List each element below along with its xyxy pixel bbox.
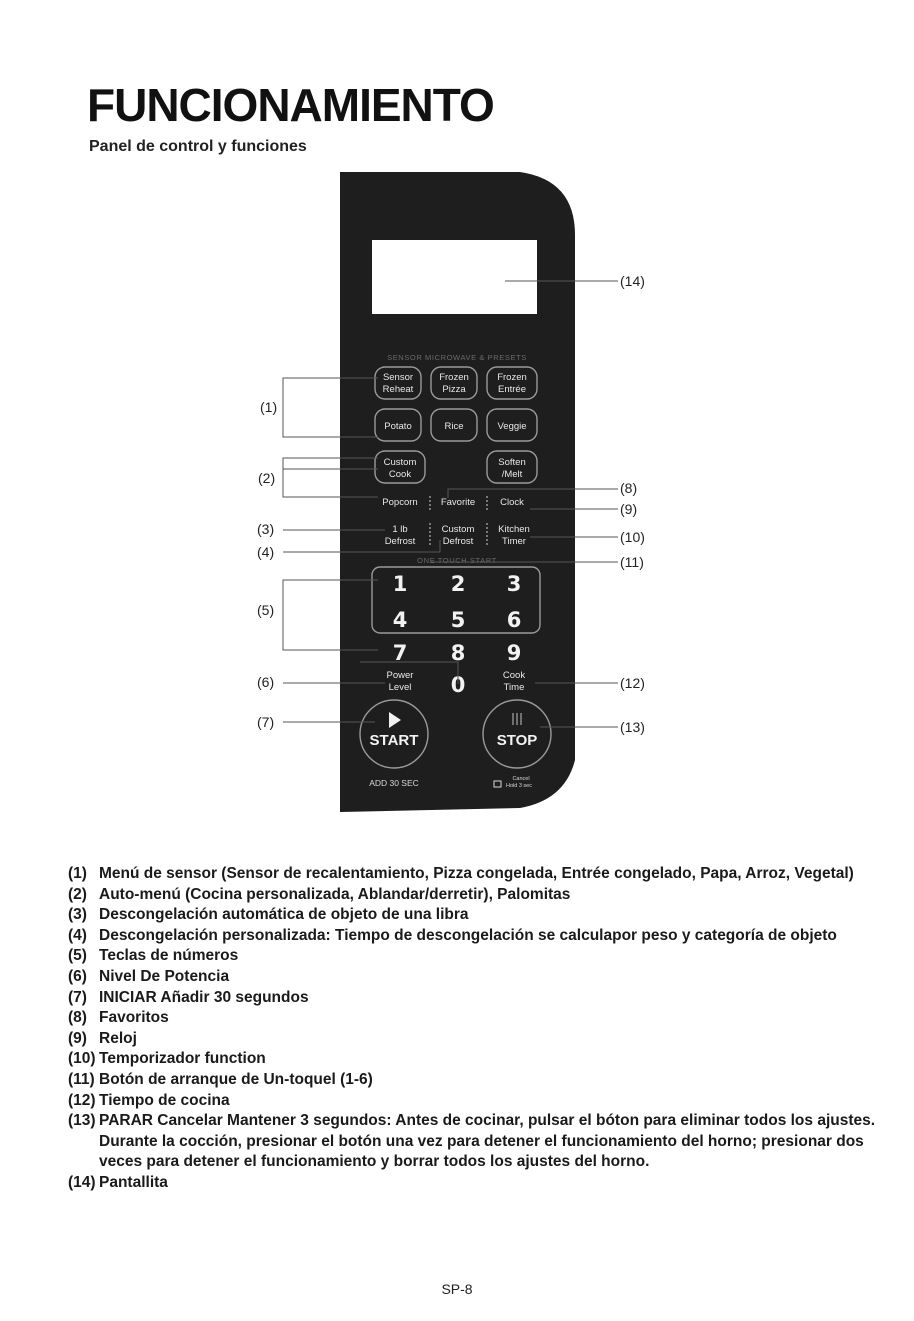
custom-defrost-label-1: Custom	[441, 524, 475, 535]
veggie-label: Veggie	[497, 421, 527, 432]
callout-9: (9)	[620, 501, 638, 517]
rice-label: Rice	[444, 421, 464, 432]
callout-2: (2)	[258, 470, 276, 486]
frozen-entree-label-1: Frozen	[497, 372, 527, 383]
digit-5: 5	[450, 608, 466, 632]
power-level-label-2: Level	[388, 682, 412, 693]
digit-1: 1	[392, 572, 408, 596]
digit-2: 2	[450, 572, 466, 596]
item-number: (10)	[68, 1050, 96, 1068]
item-number: (8)	[68, 1009, 87, 1027]
item-text: PARAR Cancelar Mantener 3 segundos: Antes de cocinar, pulsar el bóton para eliminar todos los ajustes. Durante la cocción, presionar el botón una vez para detener el funcionamiento del horno; presionar dos veces para detener el funcionamiento y borrar todos los ajustes del horno.	[99, 1112, 876, 1171]
item-text: Favoritos	[99, 1009, 169, 1027]
callout-5: (5)	[257, 602, 275, 618]
start-label: START	[369, 732, 419, 749]
frozen-pizza-label-1: Frozen	[439, 372, 469, 383]
list-item	[68, 1111, 908, 1173]
cook-time-label-2: Time	[503, 682, 525, 693]
item-number: (3)	[68, 906, 87, 924]
item-number: (11)	[68, 1070, 95, 1088]
list-item	[68, 946, 908, 967]
cancel-label-1: Cancel	[512, 776, 530, 782]
item-text: INICIAR Añadir 30 segundos	[99, 988, 309, 1006]
page-number: SP-8	[441, 1281, 473, 1297]
popcorn-label: Popcorn	[382, 497, 418, 508]
kitchen-timer-label-2: Timer	[502, 536, 526, 547]
item-number: (12)	[68, 1091, 96, 1109]
one-lb-defrost-label-2: Defrost	[384, 536, 416, 547]
callout-1: (1)	[260, 399, 278, 415]
digit-9: 9	[506, 641, 522, 665]
list-item	[68, 967, 908, 988]
callout-10: (10)	[620, 529, 645, 545]
list-item	[68, 1008, 908, 1029]
soften-melt-label-1: Soften	[498, 457, 526, 468]
item-number: (4)	[68, 926, 87, 944]
one-lb-defrost-label-1: 1 lb	[392, 524, 408, 535]
sensor-reheat-label-2: Reheat	[382, 384, 414, 395]
item-text: Auto-menú (Cocina personalizada, Ablandar/derretir), Palomitas	[99, 885, 571, 903]
custom-cook-label-1: Custom	[383, 457, 417, 468]
list-item	[68, 864, 908, 885]
digit-3: 3	[506, 572, 522, 596]
frozen-entree-label-2: Entrée	[498, 384, 526, 395]
custom-cook-label-2: Cook	[388, 469, 412, 480]
list-item	[68, 926, 908, 947]
item-text: Teclas de números	[99, 947, 239, 965]
item-number: (5)	[68, 947, 87, 965]
kitchen-timer-label-1: Kitchen	[498, 524, 530, 535]
list-item	[68, 1049, 908, 1070]
cook-time-label-1: Cook	[502, 670, 526, 681]
callout-8: (8)	[620, 480, 638, 496]
callout-12: (12)	[620, 675, 645, 691]
item-number: (6)	[68, 967, 87, 985]
soften-melt-label-2: /Melt	[501, 469, 523, 480]
list-item	[68, 885, 908, 906]
favorite-label: Favorite	[440, 497, 476, 508]
add-30-sec-label: ADD 30 SEC	[369, 778, 419, 788]
callout-11: (11)	[620, 554, 644, 570]
digit-6: 6	[506, 608, 522, 632]
item-text: Descongelación automática de objeto de una libra	[99, 906, 469, 924]
list-item	[68, 1070, 908, 1091]
function-list	[68, 864, 908, 1194]
stop-label: STOP	[496, 732, 538, 749]
item-text: Descongelación personalizada: Tiempo de descongelación se calculapor peso y categoría de objeto	[99, 926, 837, 944]
page-title: FUNCIONAMIENTO	[87, 79, 494, 131]
item-number: (7)	[68, 988, 87, 1006]
clock-label: Clock	[500, 497, 524, 508]
item-text: Pantallita	[99, 1173, 168, 1191]
cancel-label-2: Hold 3 sec	[506, 783, 532, 789]
display-screen	[372, 240, 537, 314]
item-text: Tiempo de cocina	[99, 1091, 230, 1109]
list-item	[68, 905, 908, 926]
potato-label: Potato	[384, 421, 412, 432]
custom-defrost-label-2: Defrost	[442, 536, 474, 547]
item-text: Temporizador function	[99, 1050, 266, 1068]
callout-14: (14)	[620, 273, 645, 289]
page-subtitle: Panel de control y funciones	[89, 138, 307, 155]
callout-13: (13)	[620, 719, 645, 735]
item-number: (1)	[68, 865, 87, 882]
item-number: (2)	[68, 885, 87, 903]
digit-4: 4	[392, 608, 408, 632]
power-level-label-1: Power	[386, 670, 414, 681]
item-number: (14)	[68, 1173, 96, 1191]
callout-3: (3)	[257, 521, 275, 537]
callout-6: (6)	[257, 674, 275, 690]
digit-7: 7	[392, 641, 408, 665]
item-text: Botón de arranque de Un-toquel (1-6)	[99, 1070, 373, 1088]
digit-0: 0	[450, 673, 466, 697]
item-text: Menú de sensor (Sensor de recalentamiento, Pizza congelada, Entrée congelado, Papa, Arroz, Vegetal)	[99, 865, 854, 882]
list-item	[68, 988, 908, 1009]
callout-4: (4)	[257, 544, 275, 560]
list-item	[68, 1173, 908, 1194]
item-number: (13)	[68, 1112, 96, 1130]
pause-icon	[512, 713, 522, 725]
sensor-section-label: SENSOR MICROWAVE & PRESETS	[387, 353, 527, 362]
digit-8: 8	[450, 641, 466, 665]
list-item	[68, 1029, 908, 1050]
item-text: Nivel De Potencia	[99, 967, 230, 985]
callout-7: (7)	[257, 714, 275, 730]
item-number: (9)	[68, 1029, 87, 1047]
sensor-reheat-label-1: Sensor	[382, 372, 414, 383]
frozen-pizza-label-2: Pizza	[442, 384, 466, 395]
item-text: Reloj	[99, 1029, 137, 1047]
list-item	[68, 1091, 908, 1112]
one-touch-start-label: ONE TOUCH START	[417, 556, 497, 565]
